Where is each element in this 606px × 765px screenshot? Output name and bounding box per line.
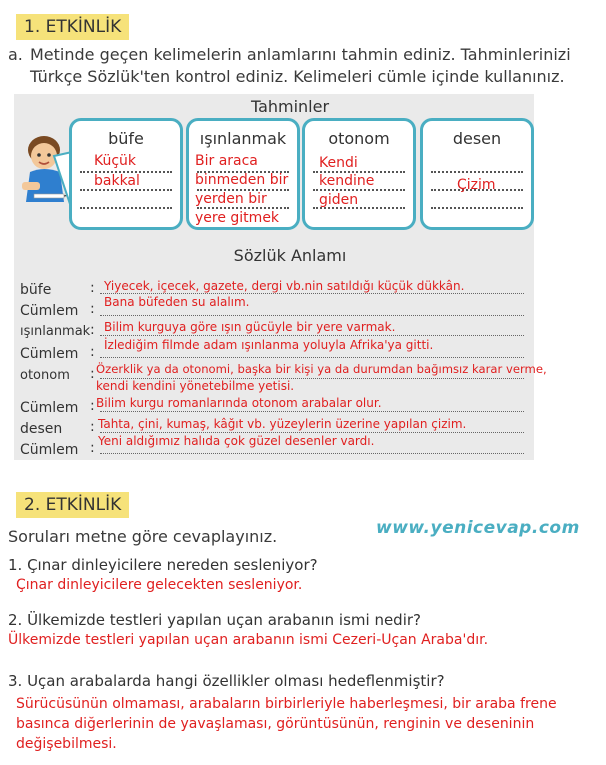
row-label: Cümlem (20, 346, 79, 362)
dictionary-title: Sözlük Anlamı (233, 246, 347, 265)
row-label: Cümlem (20, 442, 79, 458)
row-label: Cümlem (20, 303, 79, 319)
activity-2-instruction: Soruları metne göre cevaplayınız. (8, 527, 278, 546)
card-desen (420, 118, 534, 230)
row-colon: : (90, 322, 95, 338)
activity-2-tag: 2. ETKİNLİK (16, 492, 129, 518)
card-guess: bakkal (94, 173, 140, 189)
row-text: Yeni aldığımız halıda çok güzel desenler vardı. (98, 434, 375, 448)
row-label: ışınlanmak (20, 324, 91, 339)
answer: Ülkemizde testleri yapılan uçan arabanın ismi Cezeri-Uçan Araba'dır. (8, 632, 489, 648)
instruction-line-1: Metinde geçen kelimelerin anlamlarını tahmin ediniz. Tahminlerinizi (30, 45, 571, 64)
row-text: Tahta, çini, kumaş, kâğıt vb. yüzeylerin üzerine yapılan çizim. (98, 417, 467, 431)
question: 3. Uçan arabalarda hangi özellikler olması hedeflenmiştir? (8, 672, 445, 690)
card-guess: yere gitmek (195, 210, 280, 226)
question: 2. Ülkemizde testleri yapılan uçan arabanın ismi nedir? (8, 611, 421, 629)
card-guess: giden (319, 192, 359, 208)
card-guess: kendine (319, 173, 375, 189)
question: 1. Çınar dinleyicilere nereden sesleniyor? (8, 556, 318, 574)
row-colon: : (90, 419, 95, 435)
activity-1-tag: 1. ETKİNLİK (16, 14, 129, 40)
row-text: Yiyecek, içecek, gazete, dergi vb.nin satıldığı küçük dükkân. (104, 279, 465, 293)
answer: Sürücüsünün olmaması, arabaların birbirleriyle haberleşmesi, bir araba frene basınca diğerlerinin de yavaşlaması, görüntüsünün, renginin ve deseninin değişebilmesi. (16, 696, 557, 752)
predictions-title: Tahminler (250, 97, 330, 116)
row-text: Bilim kurgu romanlarında otonom arabalar olur. (96, 396, 382, 410)
card-isinlanmak (186, 118, 300, 230)
row-text: Özerklik ya da otonomi, başka bir kişi ya da durumdan bağımsız karar verme, (96, 362, 547, 376)
row-colon: : (90, 366, 95, 382)
row-colon: : (90, 344, 95, 360)
row-text-continued: kendi kendini yönetebilme yetisi. (96, 379, 295, 393)
row-text: İzlediğim filmde adam ışınlanma yoluyla Afrika'ya gitti. (104, 338, 434, 352)
card-guess: yerden bir (195, 191, 267, 207)
card-word: desen (452, 129, 502, 148)
card-word: otonom (328, 129, 390, 148)
row-colon: : (90, 398, 95, 414)
row-colon: : (90, 301, 95, 317)
row-label: otonom (20, 368, 70, 383)
card-guess: Küçük (94, 153, 137, 169)
row-text: Bana büfeden su alalım. (104, 295, 250, 309)
instruction-line-2: Türkçe Sözlük'ten kontrol ediniz. Kelimeleri cümle içinde kullanınız. (30, 67, 565, 86)
row-label: Cümlem (20, 400, 79, 416)
card-word: büfe (108, 129, 144, 148)
row-colon: : (90, 280, 95, 296)
card-guess: binmeden bir (195, 172, 289, 188)
card-word: ışınlanmak (199, 129, 287, 148)
card-guess: Kendi (319, 155, 358, 171)
row-colon: : (90, 440, 95, 456)
instruction-letter: a. (8, 45, 23, 64)
row-label: büfe (20, 282, 52, 298)
row-label: desen (20, 421, 63, 437)
watermark: www.yenicevap.com (376, 518, 580, 538)
row-text: Bilim kurguya göre ışın gücüyle bir yere varmak. (104, 320, 396, 334)
card-otonom (302, 118, 416, 230)
card-guess: Bir araca (195, 153, 258, 169)
card-guess: Çizim (457, 177, 496, 193)
card-bufe (69, 118, 183, 230)
answer: Çınar dinleyicilere gelecekten sesleniyor. (16, 577, 303, 593)
